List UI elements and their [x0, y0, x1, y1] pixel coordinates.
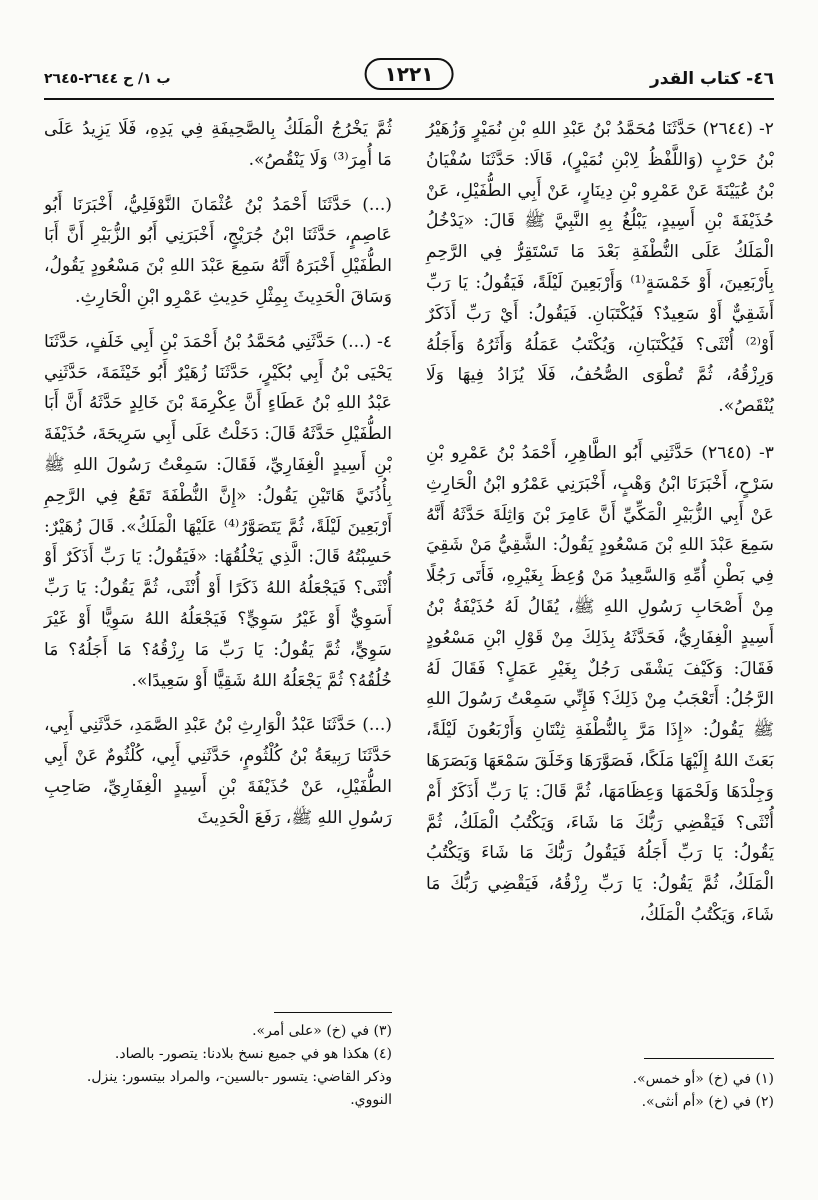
hadith-2644: ٢- (٢٦٤٤) حَدَّثَنَا مُحَمَّدُ بْنُ عَبْدِ اللهِ بْنِ نُمَيْرٍ وَزُهَيْرُ بْنُ حَرْبٍ (وَاللَّفْظُ لِابْنِ نُمَيْرٍ)، قَالَا: حَدَّثَنَا سُفْيَانُ بْنُ عُيَيْنَةَ عَنْ عَمْرِو بْنِ دِينَارٍ، عَنْ أَبِي الطُّفَيْلِ، عَنْ حُذَيْفَةَ بْنِ أَسِيدٍ، يَبْلُغُ بِهِ النَّبِيَّ ﷺ قَالَ: «يَدْخُلُ الْمَلَكُ عَلَى النُّطْفَةِ بَعْدَ مَا تَسْتَقِرُّ فِي الرَّحِمِ بِأَرْبَعِينَ، أَوْ خَمْسَةٍ⁽¹⁾ وَأَرْبَعِينَ لَيْلَةً، فَيَقُولُ: يَا رَبِّ أَشَقِيٌّ أَوْ سَعِيدٌ؟ فَيُكْتَبَانِ. فَيَقُولُ: أَيْ رَبِّ أَذَكَرٌ أَوْ⁽²⁾ أُنْثَى؟ فَيُكْتَبَانِ، وَيُكْتَبُ عَمَلُهُ وَأَثَرُهُ وَأَجَلُهُ وَرِزْقُهُ، ثُمَّ تُطْوَى الصُّحُفُ، فَلَا يُزَادُ فِيهَا وَلَا يُنْقَصُ».: [426, 119, 774, 417]
running-header: [44, 62, 774, 96]
footnote-rule-left: [274, 1012, 392, 1013]
right-column: [426, 114, 774, 947]
footnote-1: (١) في (خ) «أو خمس».: [632, 1071, 774, 1087]
footnote-3: (٣) في (خ) «على أمر».: [252, 1023, 392, 1039]
hadith-2645-4: ٤- (...) حَدَّثَنِي مُحَمَّدُ بْنُ أَحْمَدَ بْنِ أَبِي خَلَفٍ، حَدَّثَنَا يَحْيَى بْنُ أَبِي بُكَيْرٍ، حَدَّثَنَا زُهَيْرٌ أَبُو خَيْثَمَةَ، حَدَّثَنِي عَبْدُ اللهِ بْنُ عَطَاءٍ أَنَّ عِكْرِمَةَ بْنَ خَالِدٍ حَدَّثَهُ أَنَّ أَبَا الطُّفَيْلِ حَدَّثَهُ قَالَ: دَخَلْتُ عَلَى أَبِي سَرِيحَةَ، حُذَيْفَةَ بْنِ أَسِيدٍ الْغِفَارِيِّ، فَقَالَ: سَمِعْتُ رَسُولَ اللهِ ﷺ بِأُذُنَيَّ هَاتَيْنِ يَقُولُ: «إِنَّ النُّطْفَةَ تَقَعُ فِي الرَّحِمِ أَرْبَعِينَ لَيْلَةً، ثُمَّ يَتَصَوَّرُ⁽⁴⁾ عَلَيْهَا الْمَلَكُ». قَالَ زُهَيْرٌ: حَسِبْتُهُ قَالَ: الَّذِي يَخْلُقُهَا: «فَيَقُولُ: يَا رَبِّ أَذَكَرٌ أَوْ أُنْثَى؟ فَيَجْعَلُهُ اللهُ ذَكَرًا أَوْ أُنْثَى، ثُمَّ يَقُولُ: يَا رَبِّ أَسَوِيٌّ أَوْ غَيْرُ سَوِيٍّ؟ فَيَجْعَلُهُ اللهُ سَوِيًّا أَوْ غَيْرَ سَوِيٍّ، ثُمَّ يَقُولُ: يَا رَبِّ مَا رِزْقُهُ؟ مَا أَجَلُهُ؟ مَا خُلُقُهُ؟ ثُمَّ يَجْعَلُهُ اللهُ شَقِيًّا أَوْ سَعِيدًا».: [44, 331, 393, 691]
page-number: ١٢٢١: [365, 58, 454, 90]
footnotes-right: [426, 1068, 774, 1114]
footnotes-left: [44, 1020, 392, 1112]
hadith-2645: ٣- (٢٦٤٥) حَدَّثَنِي أَبُو الطَّاهِرِ، أَحْمَدُ بْنُ عَمْرِو بْنِ سَرْحٍ، أَخْبَرَنَا ابْنُ وَهْبٍ، أَخْبَرَنِي عَمْرُو ابْنُ الْحَارِثِ عَنْ أَبِي الزُّبَيْرِ الْمَكِّيِّ أَنَّ عَامِرَ بْنَ وَاثِلَةَ حَدَّثَهُ أَنَّهُ سَمِعَ عَبْدَ اللهِ بْنَ مَسْعُودٍ يَقُولُ: الشَّقِيُّ مَنْ شَقِيَ فِي بَطْنِ أُمِّهِ وَالسَّعِيدُ مَنْ وُعِظَ بِغَيْرِهِ، فَأَتَى رَجُلًا مِنْ أَصْحَابِ رَسُولِ اللهِ ﷺ، يُقَالُ لَهُ حُذَيْفَةُ بْنُ أَسِيدٍ الْغِفَارِيُّ، فَحَدَّثَهُ بِذَلِكَ مِنْ قَوْلِ ابْنِ مَسْعُودٍ فَقَالَ: وَكَيْفَ يَشْقَى رَجُلٌ بِغَيْرِ عَمَلٍ؟ فَقَالَ لَهُ الرَّجُلُ: أَتَعْجَبُ مِنْ ذَلِكَ؟ فَإِنِّي سَمِعْتُ رَسُولَ اللهِ ﷺ يَقُولُ: «إِذَا مَرَّ بِالنُّطْفَةِ ثِنْتَانِ وَأَرْبَعُونَ لَيْلَةً، بَعَثَ اللهُ إِلَيْهَا مَلَكًا، فَصَوَّرَهَا وَخَلَقَ سَمْعَهَا وَبَصَرَهَا وَجِلْدَهَا وَلَحْمَهَا وَعِظَامَهَا، ثُمَّ قَالَ: يَا رَبِّ أَذَكَرٌ أَمْ أُنْثَى؟ فَيَقْضِي رَبُّكَ مَا شَاءَ، وَيَكْتُبُ الْمَلَكُ، ثُمَّ يَقُولُ: يَا رَبِّ أَجَلُهُ فَيَقُولُ رَبُّكَ مَا شَاءَ وَيَكْتُبُ الْمَلَكُ، ثُمَّ يَقُولُ: يَا رَبِّ رِزْقُهُ، فَيَقْضِي رَبُّكَ مَا شَاءَ، وَيَكْتُبُ الْمَلَكُ،: [426, 442, 774, 925]
left-column: [44, 114, 392, 848]
hadith-2645-continued: ثُمَّ يَخْرُجُ الْمَلَكُ بِالصَّحِيفَةِ فِي يَدِهِ، فَلَا يَزِيدُ عَلَى مَا أُمِرَ⁽³⁾ وَلَا يَنْقُصُ».: [44, 119, 392, 170]
hadith-2645-chain-abdulwarith: (...) حَدَّثَنَا عَبْدُ الْوَارِثِ بْنُ عَبْدِ الصَّمَدِ، حَدَّثَنِي أَبِي، حَدَّثَنَا رَبِيعَةُ بْنُ كُلْثُومٍ، حَدَّثَنِي أَبِي، كُلْثُومٌ عَنْ أَبِي الطُّفَيْلِ، عَنْ حُذَيْفَةَ بْنِ أَسِيدٍ الْغِفَارِيِّ، صَاحِبِ رَسُولِ اللهِ ﷺ، رَفَعَ الْحَدِيثَ: [44, 715, 392, 828]
footnote-2: (٢) في (خ) «أم أنثى».: [641, 1094, 774, 1110]
hadith-2645-chain-nawfali: (...) حَدَّثَنَا أَحْمَدُ بْنُ عُثْمَانَ النَّوْفَلِيُّ، أَخْبَرَنَا أَبُو عَاصِمٍ، حَدَّثَنَا ابْنُ جُرَيْجٍ، أَخْبَرَنِي أَبُو الزُّبَيْرِ أَنَّ أَبَا الطُّفَيْلِ أَخْبَرَهُ أَنَّهُ سَمِعَ عَبْدَ اللهِ بْنَ مَسْعُودٍ يَقُولُ، وَسَاقَ الْحَدِيثَ بِمِثْلِ حَدِيثِ عَمْرِو ابْنِ الْحَارِثِ.: [44, 194, 392, 307]
footnote-rule-right: [644, 1058, 774, 1059]
book-title: ٤٦- كتاب القدر: [649, 69, 774, 89]
footnote-4: (٤) هكذا هو في جميع نسخ بلادنا: يتصور- بالصاد.: [114, 1046, 392, 1062]
footnote-4-continued: وذكر القاضي: يتسور -بالسين-، والمراد بيتسور: ينزل. النووي.: [86, 1069, 392, 1108]
hadith-reference: ب ١/ ح ٢٦٤٤-٢٦٤٥: [44, 71, 171, 87]
header-rule: [44, 98, 774, 100]
